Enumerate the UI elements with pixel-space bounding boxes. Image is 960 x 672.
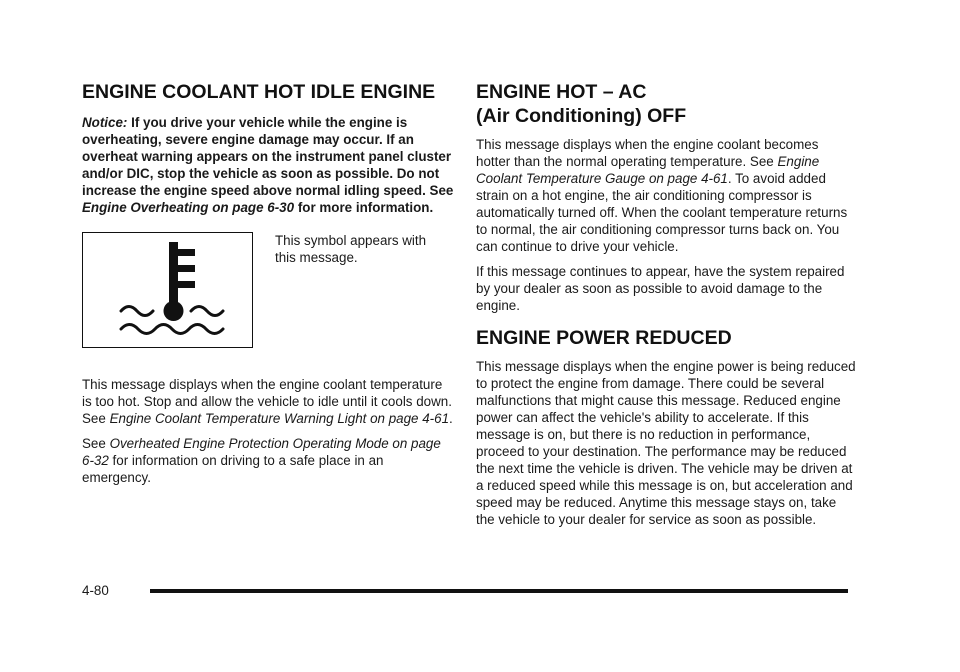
notice-text: If you drive your vehicle while the engine is overheating, severe engine damage may occur. If an overheat warning appears on the instrument panel cluster and/or DIC, stop the vehicle as soon as possible. Do not increase the engine speed above normal idling speed. See	[82, 115, 454, 198]
footer-rule	[150, 589, 848, 593]
coolant-symbol-frame	[82, 232, 253, 348]
paragraph-text: This message displays when the engine coolant temperature is too hot. Stop and allow the vehicle to idle until it cools down. See	[82, 377, 452, 426]
notice-label: Notice:	[82, 115, 128, 130]
section-heading-hot-ac-off	[476, 80, 856, 128]
coolant-hot-paragraph-1	[82, 376, 454, 427]
symbol-caption: This symbol appears with this message.	[275, 233, 427, 265]
right-column	[476, 80, 856, 528]
power-reduced-paragraph: This message displays when the engine power is being reduced to protect the engine from damage. There could be several malfunctions that might cause this message. Reduced engine power can affect the vehicle's ability to accelerate. If this message is on, but there is no reduction in performance, proceed to your destination. The performance may be reduced the next time the vehicle is driven. The vehicle may be driven at a reduced speed while this message is on, but acceleration and speed may be reduced. Anytime this message stays on, take the vehicle to your dealer for service as soon as possible.	[476, 359, 856, 527]
page-number: 4-80	[82, 583, 109, 598]
notice-reference-link[interactable]: Engine Overheating on page 6-30	[82, 200, 295, 215]
paragraph-text: This message displays when the engine coolant becomes hotter than the normal operating temperature. See	[476, 137, 819, 169]
paragraph-lead: See	[82, 436, 106, 451]
section-heading-power-reduced: ENGINE POWER REDUCED	[476, 327, 732, 349]
protection-mode-reference-link[interactable]: Overheated Engine Protection Operating Mode on page 6-32	[82, 436, 441, 468]
hot-ac-off-paragraph-2: If this message continues to appear, have the system repaired by your dealer as soon as possible to avoid damage to the engine.	[476, 264, 845, 313]
paragraph-tail: .	[449, 411, 453, 426]
notice-tail: for more information.	[297, 200, 434, 215]
heading-line-2: (Air Conditioning) OFF	[476, 105, 687, 127]
section-heading-coolant-hot: ENGINE COOLANT HOT IDLE ENGINE	[82, 81, 436, 103]
warning-light-reference-link[interactable]: Engine Coolant Temperature Warning Light on page 4-61	[109, 411, 450, 426]
temperature-gauge-reference-link[interactable]: Engine Coolant Temperature Gauge on page 4-61	[476, 154, 820, 186]
engine-coolant-temperature-icon	[83, 233, 254, 349]
symbol-row	[82, 232, 454, 352]
coolant-hot-paragraph-2	[82, 435, 454, 486]
notice-paragraph	[82, 114, 454, 216]
paragraph-tail: for information on driving to a safe place in an emergency.	[82, 453, 384, 485]
left-column	[82, 80, 454, 486]
hot-ac-off-paragraph-1	[476, 136, 856, 255]
heading-line-1: ENGINE HOT – AC	[476, 81, 647, 103]
paragraph-tail: . To avoid added strain on a hot engine, the air conditioning compressor is automatically turned off. When the coolant temperature returns to normal, the air conditioning compressor turns back on. You can continue to drive your vehicle.	[476, 171, 848, 254]
